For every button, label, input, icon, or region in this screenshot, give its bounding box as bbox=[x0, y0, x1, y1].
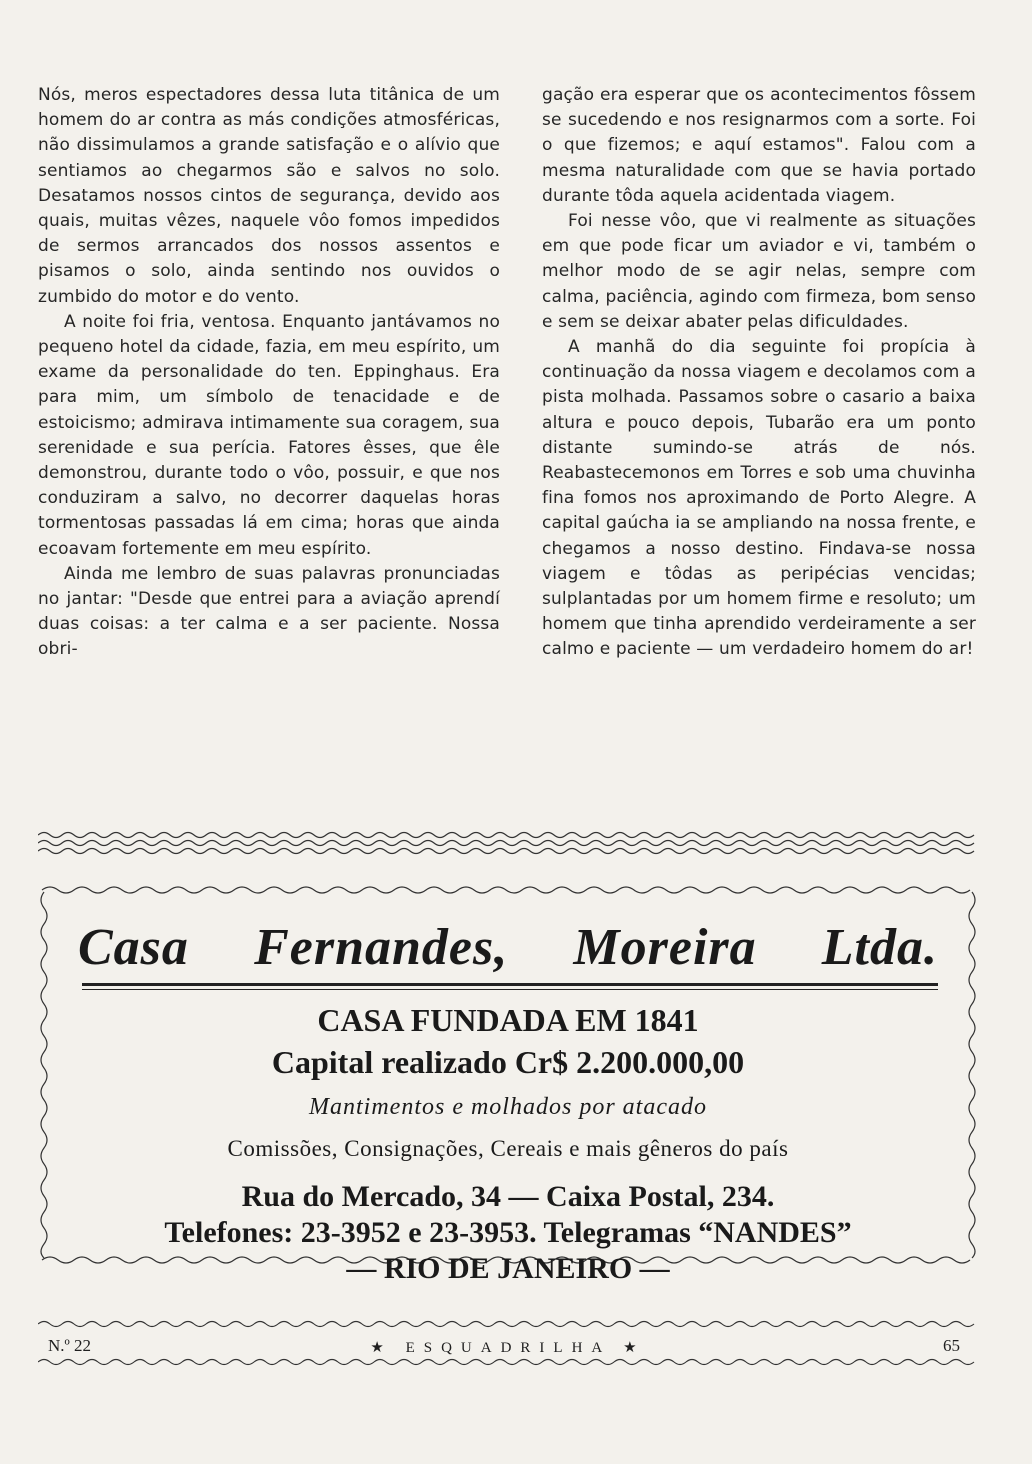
article-paragraph: Ainda me lembro de suas palavras pronunciadas no jantar: "Desde que entrei para a aviação aprendí duas coisas: a ter calma e a ser paciente. Nossa obri- bbox=[38, 563, 500, 660]
article-paragraph: A manhã do dia seguinte foi propícia à continuação da nossa viagem e decolamos com a pista molhada. Passamos sobre o casario a baixa altura e pouco depois, Tubarão era um ponto distante sumindo-se atrás de nós. Reabastecemonos em Torres e sob uma chuvinha fina fomos nos aproximando de Porto Alegre. A capital gaúcha ia se ampliando na nossa frente, e chegamos a nosso destino. Findava-se nossa viagem e tôdas as peripécias vencidas; sulplantadas por um homem firme e resoluto; um homem que tinha aprendido verdeiramente a ser calmo e paciente — um verdadeiro homem do ar! bbox=[542, 337, 976, 660]
article-left-column bbox=[38, 83, 500, 663]
ad-rule bbox=[82, 989, 938, 990]
ad-services: Comissões, Consignações, Cereais e mais gêneros do país bbox=[227, 1136, 789, 1161]
advertisement bbox=[38, 880, 978, 1285]
magazine-name: ★ ESQUADRILHA ★ bbox=[370, 1340, 646, 1356]
article-paragraph: A noite foi fria, ventosa. Enquanto jantávamos no pequeno hotel da cidade, fazia, em meu espírito, um exame da personalidade do ten. Eppinghaus. Era para mim, um símbolo de tenacidade e de estoicismo; admirava intimamente sua coragem, sua serenidade e sua perícia. Fatores êsses, que êle demonstrou, durante todo o vôo, possuir, e que nos conduziram a salvo, no decorrer daquelas horas tormentosas passadas lá em cima; horas que ainda ecoavam fortemente em meu espírito. bbox=[38, 311, 500, 559]
ad-capital: Capital realizado Cr$ 2.200.000,00 bbox=[271, 1044, 745, 1080]
ornamental-divider bbox=[38, 830, 976, 856]
ad-goods: Mantimentos e molhados por atacado bbox=[309, 1094, 707, 1120]
issue-number: N.º 22 bbox=[48, 1336, 92, 1355]
article-right-column bbox=[542, 83, 976, 663]
article-paragraph: gação era esperar que os acontecimentos fôssem se sucedendo e nos resignarmos com a sorte. Foi o que fizemos; e aquí estamos". Falou com a mesma naturalidade com que se havia portado durante tôda aquela acidentada viagem. bbox=[542, 85, 976, 206]
page-number: 65 bbox=[943, 1336, 960, 1355]
ad-founded: CASA FUNDADA EM 1841 bbox=[317, 1002, 699, 1038]
ad-address: Rua do Mercado, 34 — Caixa Postal, 234. bbox=[241, 1180, 775, 1213]
ad-city: — RIO DE JANEIRO — bbox=[346, 1252, 670, 1285]
article-paragraph: Foi nesse vôo, que vi realmente as situações em que pode ficar um aviador e vi, também o melhor modo de se agir nelas, sempre com calma, paciência, agindo com firmeza, bom senso e sem se deixar abater pelas dificuldades. bbox=[542, 211, 976, 332]
ad-company-name: Casa Fernandes, Moreira Ltda. bbox=[78, 919, 938, 976]
article-paragraph: Nós, meros espectadores dessa luta titânica de um homem do ar contra as más condições atmosféricas, não dissimulamos a grande satisfação e o alívio que sentiamos ao chegarmos são e salvos no solo. Desatamos nossos cintos de segurança, devido aos quais, muitas vêzes, naquele vôo fomos impedidos de sermos arrancados dos nossos assentos e pisamos o solo, ainda sentindo nos ouvidos o zumbido do motor e do vento. bbox=[38, 85, 500, 307]
page-footer bbox=[38, 1318, 978, 1378]
ad-rule bbox=[82, 983, 938, 986]
ad-phones: Telefones: 23-3952 e 23-3953. Telegramas “NANDES” bbox=[164, 1216, 852, 1249]
